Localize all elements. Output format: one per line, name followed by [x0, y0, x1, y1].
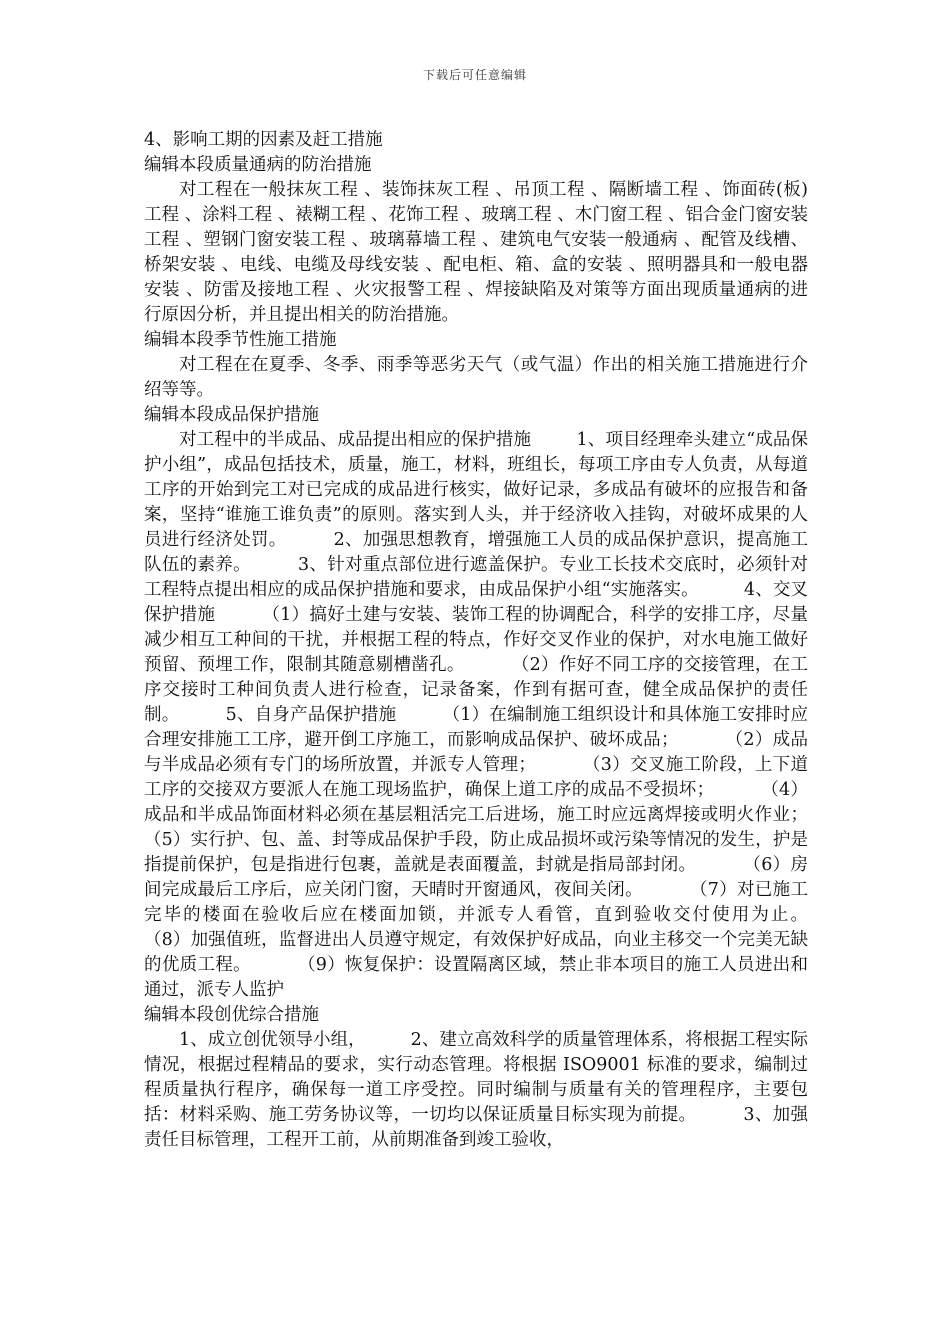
section-heading: 编辑本段季节性施工措施	[144, 330, 337, 350]
section-heading: 编辑本段质量通病的防治措施	[144, 155, 372, 175]
section-heading: 编辑本段创优综合措施	[144, 1005, 319, 1025]
section-heading: 4、影响工期的因素及赶工措施	[144, 130, 383, 150]
body-paragraph: 对工程在一般抹灰工程 、装饰抹灰工程 、吊顶工程 、隔断墙工程 、饰面砖(板)工程 、涂料工程 、裱糊工程 、花饰工程 、玻璃工程 、木门窗工程 、铝合金门窗安装工程 、塑钢门窗安装工程 、玻璃幕墙工程 、建筑电气安装一般通病 、配管及线槽、桥架安装 、电线、电缆及母线安装 、配电柜、箱、盒的安装 、照明器具和一般电器安装 、防雷及接地工程 、火灾报警工程 、焊接缺陷及对策等方面出现质量通病的进行原因分析，并且提出相关的防治措施。	[144, 180, 808, 325]
section-heading: 编辑本段成品保护措施	[144, 405, 319, 425]
page-header: 下载后可任意编辑	[422, 68, 527, 82]
document-body	[144, 128, 853, 1153]
body-paragraph: 对工程中的半成品、成品提出相应的保护措施 1、项目经理牵头建立“成品保护小组”，成品包括技术，质量，施工，材料，班组长，每项工序由专人负责，从每道工序的开始到完工对已完成的成品进行核实，做好记录，多成品有破坏的应报告和备案，坚持“谁施工谁负责”的原则。落实到人头，并于经济收入挂钩，对破坏成果的人员进行经济处罚。 2、加强思想教育，增强施工人员的成品保护意识，提高施工队伍的素养。 3、针对重点部位进行遮盖保护。专业工长技术交底时，必须针对工程特点提出相应的成品保护措施和要求，由成品保护小组“实施落实。 4、交叉保护措施 （1）搞好土建与安装、装饰工程的协调配合，科学的安排工序，尽量减少相互工种间的干扰，并根据工程的特点，作好交叉作业的保护，对水电施工做好预留、预埋工作，限制其随意剔槽凿孔。 （2）作好不同工序的交接管理，在工序交接时工种间负责人进行检查，记录备案，作到有据可查，健全成品保护的责任制。 5、自身产品保护措施 （1）在编制施工组织设计和具体施工安排时应合理安排施工工序，避开倒工序施工，而影响成品保护、破坏成品； （2）成品与半成品必须有专门的场所放置，并派专人管理； （3）交叉施工阶段，上下道工序的交接双方要派人在施工现场监护，确保上道工序的成品不受损坏； （4）成品和半成品饰面材料必须在基层粗活完工后进场，施工时应远离焊接或明火作业； （5）实行护、包、盖、封等成品保护手段，防止成品损坏或污染等情况的发生，护是指提前保护，包是指进行包裹，盖就是表面覆盖，封就是指局部封闭。 （6）房间完成最后工序后，应关闭门窗，天晴时开窗通风，夜间关闭。 （7）对已施工完毕的楼面在验收后应在楼面加锁，并派专人看管，直到验收交付使用为止。 （8）加强值班，监督进出人员遵守规定，有效保护好成品，向业主移交一个完美无缺的优质工程。 （9）恢复保护：设置隔离区域，禁止非本项目的施工人员进出和通过，派专人监护	[144, 430, 853, 1000]
body-paragraph: 1、成立创优领导小组， 2、建立高效科学的质量管理体系，将根据工程实际情况，根据过程精品的要求，实行动态管理。将根据 ISO9001 标准的要求，编制过程质量执行程序，确保每一道工序受控。同时编制与质量有关的管理程序，主要包括：材料采购、施工劳务协议等，一切均以保证质量目标实现为前提。 3、加强责任目标管理，工程开工前，从前期准备到竣工验收，	[144, 1030, 808, 1150]
body-paragraph: 对工程在在夏季、冬季、雨季等恶劣天气（或气温）作出的相关施工措施进行介绍等等。	[144, 355, 808, 400]
